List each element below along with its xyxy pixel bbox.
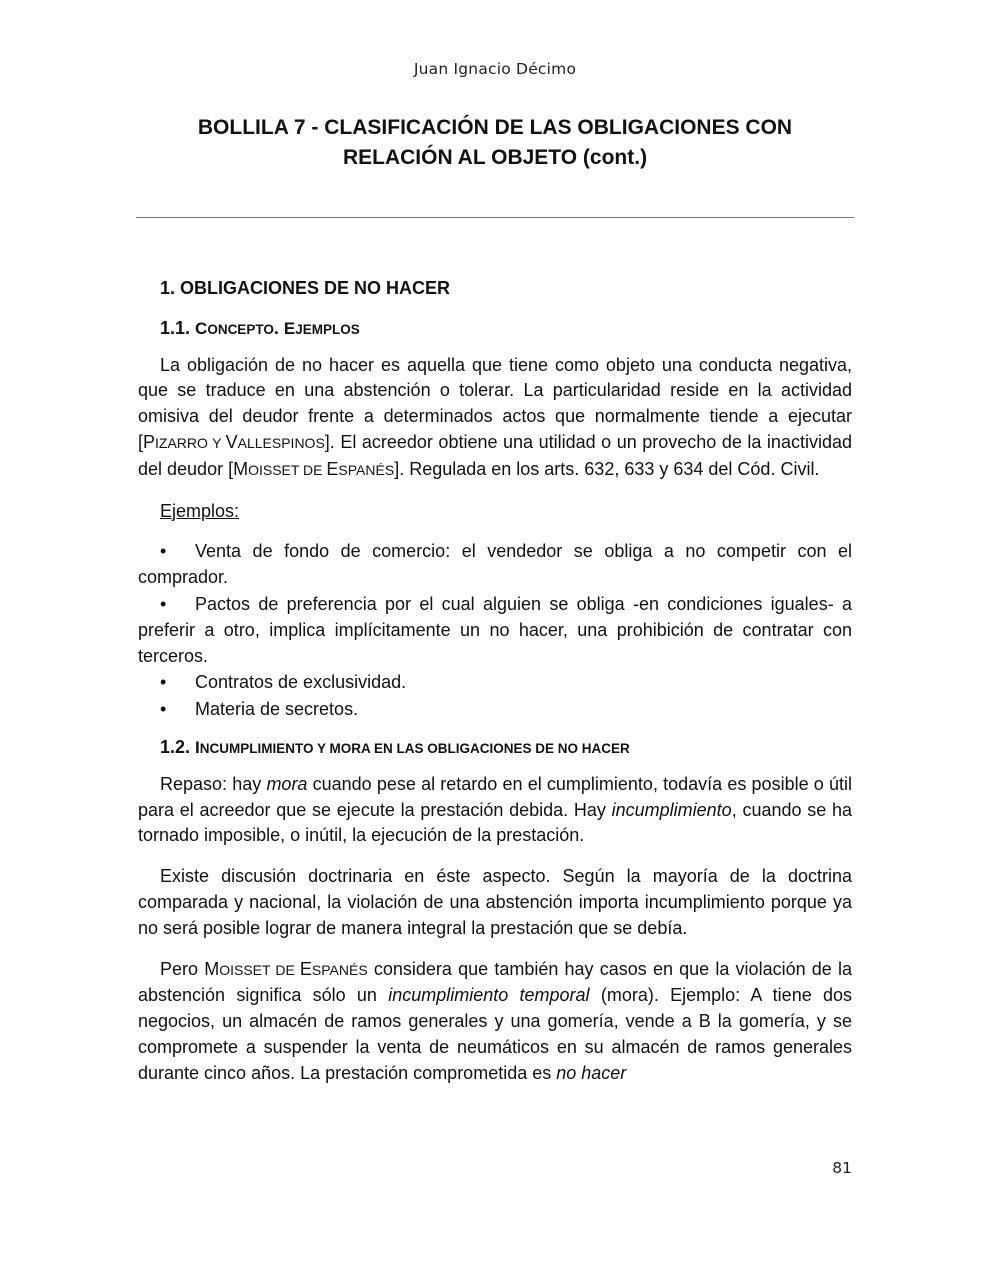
paragraph-repaso: Repaso: hay mora cuando pese al retardo en el cumplimiento, todavía es posible o útil para el acreedor que se ejecute la prestación debida. Hay incumplimiento, cuando se ha tornado imposible, o inútil, la ejecución de la prestación. <box>138 773 852 846</box>
list-item: • Venta de fondo de comercio: el vendedor se obliga a no competir con el comprador. <box>138 541 852 588</box>
bullet-icon: • <box>160 672 167 693</box>
subsection-heading-1-1: 1.1. CONCEPTO. EJEMPLOS <box>160 317 360 338</box>
chapter-title-line-1: BOLLILA 7 - CLASIFICACIÓN DE LAS OBLIGACIONES CON <box>197 116 793 139</box>
section-heading: 1. OBLIGACIONES DE NO HACER <box>160 278 451 298</box>
examples-list <box>138 539 852 723</box>
page-number: 81 <box>832 1159 852 1177</box>
body-content <box>138 276 852 1102</box>
subsection-heading-1-2: 1.2. INCUMPLIMIENTO Y MORA EN LAS OBLIGACIONES DE NO HACER <box>160 736 630 757</box>
list-item: • Pactos de preferencia por el cual alguien se obliga -en condiciones iguales- a preferir a otro, implica implícitamente un no hacer, una prohibición de contratar con terceros. <box>138 593 852 666</box>
bullet-icon: • <box>160 699 167 720</box>
running-header: Juan Ignacio Décimo <box>413 60 577 78</box>
chapter-title <box>138 113 852 173</box>
bullet-icon: • <box>160 593 167 614</box>
list-item: • Contratos de exclusividad. <box>138 670 852 696</box>
bullet-icon: • <box>160 541 167 562</box>
chapter-title-line-2: RELACIÓN AL OBJETO (cont.) <box>342 146 648 169</box>
ejemplos-label: Ejemplos: <box>160 500 240 521</box>
title-divider <box>136 217 854 218</box>
paragraph-moisset: Pero MOISSET DE ESPANÉS considera que también hay casos en que la violación de la abstención significa sólo un incumplimiento temporal (mora). Ejemplo: A tiene dos negocios, un almacén de ramos generales y una gomería, vende a B la gomería, y se compromete a suspender la venta de neumáticos en su almacén de ramos generales durante cinco años. La prestación comprometida es no hacer <box>138 958 852 1083</box>
paragraph-concepto: La obligación de no hacer es aquella que tiene como objeto una conducta negativa, que se traduce en una abstención o tolerar. La particularidad reside en la actividad omisiva del deudor frente a determinados actos que normalmente tiende a ejecutar [PIZARRO Y VALLESPINOS]. El acreedor obtiene una utilidad o un provecho de la inactividad del deudor [MOISSET DE ESPANÉS]. Regulada en los arts. 632, 633 y 634 del Cód. Civil. <box>138 354 852 479</box>
list-item: • Materia de secretos. <box>138 697 852 723</box>
paragraph-discusion: Existe discusión doctrinaria en éste aspecto. Según la mayoría de la doctrina comparada y nacional, la violación de una abstención importa incumplimiento porque ya no será posible lograr de manera integral la prestación que se debía. <box>138 866 852 938</box>
